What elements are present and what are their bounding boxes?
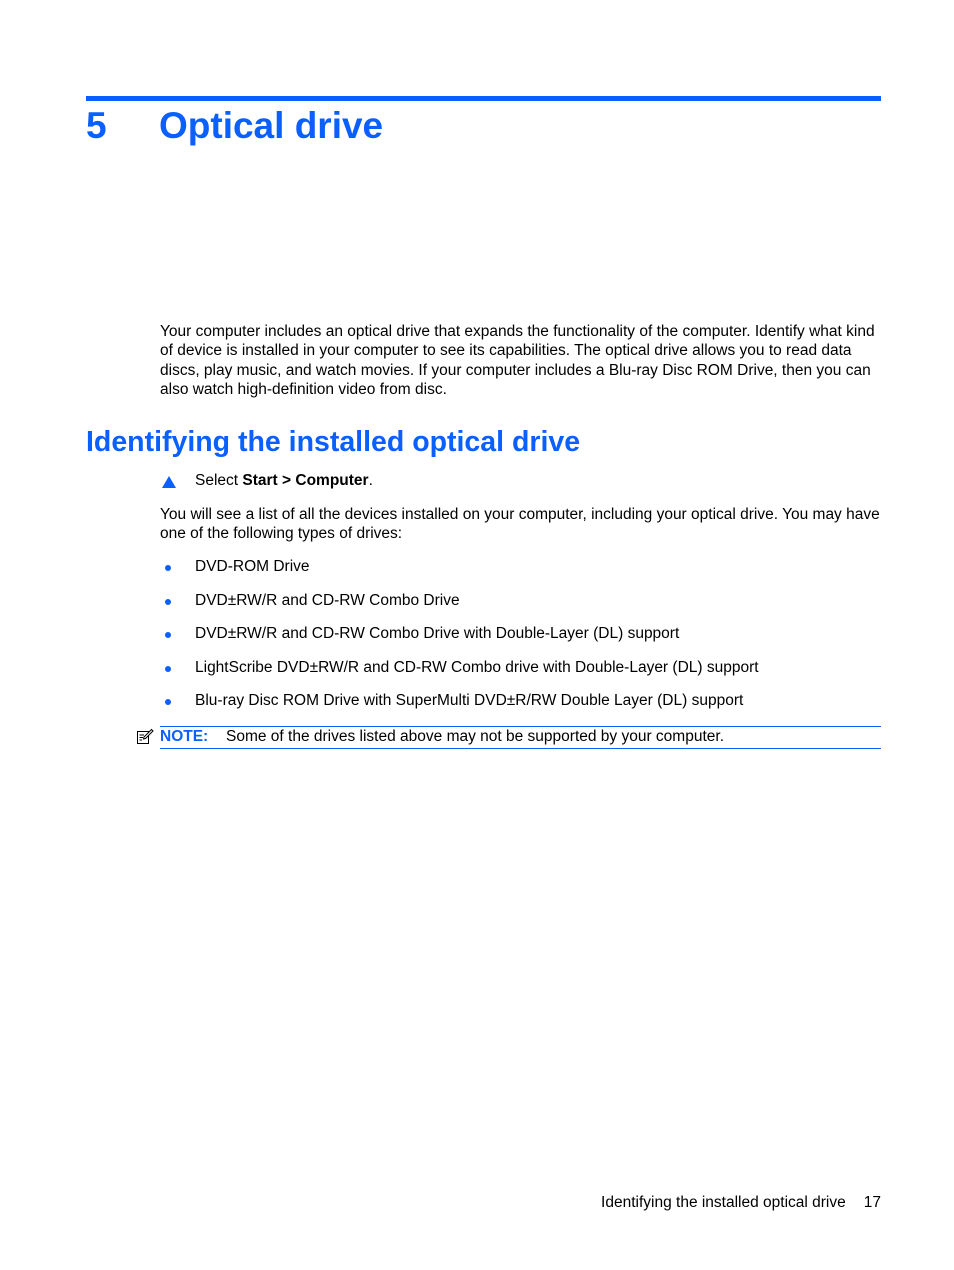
list-item — [160, 691, 882, 725]
step-text: Select Start > Computer. — [195, 472, 373, 489]
list-item-text: DVD-ROM Drive — [195, 558, 310, 575]
list-item — [160, 557, 882, 591]
drives-paragraph: You will see a list of all the devices installed on your computer, including your optical drive. You may have one of the following types of drives: — [160, 506, 880, 543]
triangle-bullet-icon — [162, 476, 176, 488]
note-text: Some of the drives listed above may not be supported by your computer. — [226, 728, 724, 745]
list-item — [160, 658, 882, 692]
footer-section-title: Identifying the installed optical drive — [601, 1194, 846, 1211]
chapter-title-text: Optical drive — [159, 105, 384, 146]
page-footer — [500, 1193, 881, 1212]
chapter-number: 5 — [86, 105, 107, 146]
chapter-rule — [86, 96, 881, 101]
list-item-text: DVD±RW/R and CD-RW Combo Drive with Double-Layer (DL) support — [195, 625, 680, 643]
dot-bullet-icon — [165, 699, 171, 705]
list-item-text: Blu-ray Disc ROM Drive with SuperMulti DVD±R/RW Double Layer (DL) support — [195, 692, 744, 710]
intro-paragraph: Your computer includes an optical drive that expands the functionality of the computer. Identify what kind of device is installed in your computer to see its capabilities. The optical drive allows you to read data discs, play music, and watch movies. If your computer includes a Blu-ray Disc ROM Drive, then you can also watch high-definition video from disc. — [160, 323, 875, 398]
section-title: Identifying the installed optical drive — [86, 426, 581, 458]
dot-bullet-icon — [165, 599, 171, 605]
note-pencil-icon — [136, 728, 154, 751]
dot-bullet-icon — [165, 632, 171, 638]
list-item — [160, 591, 882, 625]
note-label: NOTE: — [160, 728, 209, 745]
drive-list — [160, 557, 882, 725]
page-number: 17 — [863, 1194, 881, 1211]
list-item — [160, 624, 882, 658]
dot-bullet-icon — [165, 565, 171, 571]
step-bold: Start > Computer — [242, 472, 369, 489]
dot-bullet-icon — [165, 666, 171, 672]
chapter-title — [86, 104, 383, 148]
note-box — [160, 726, 881, 749]
list-item-text: LightScribe DVD±RW/R and CD-RW Combo drive with Double-Layer (DL) support — [195, 658, 759, 676]
list-item-text: DVD±RW/R and CD-RW Combo Drive — [195, 591, 460, 609]
